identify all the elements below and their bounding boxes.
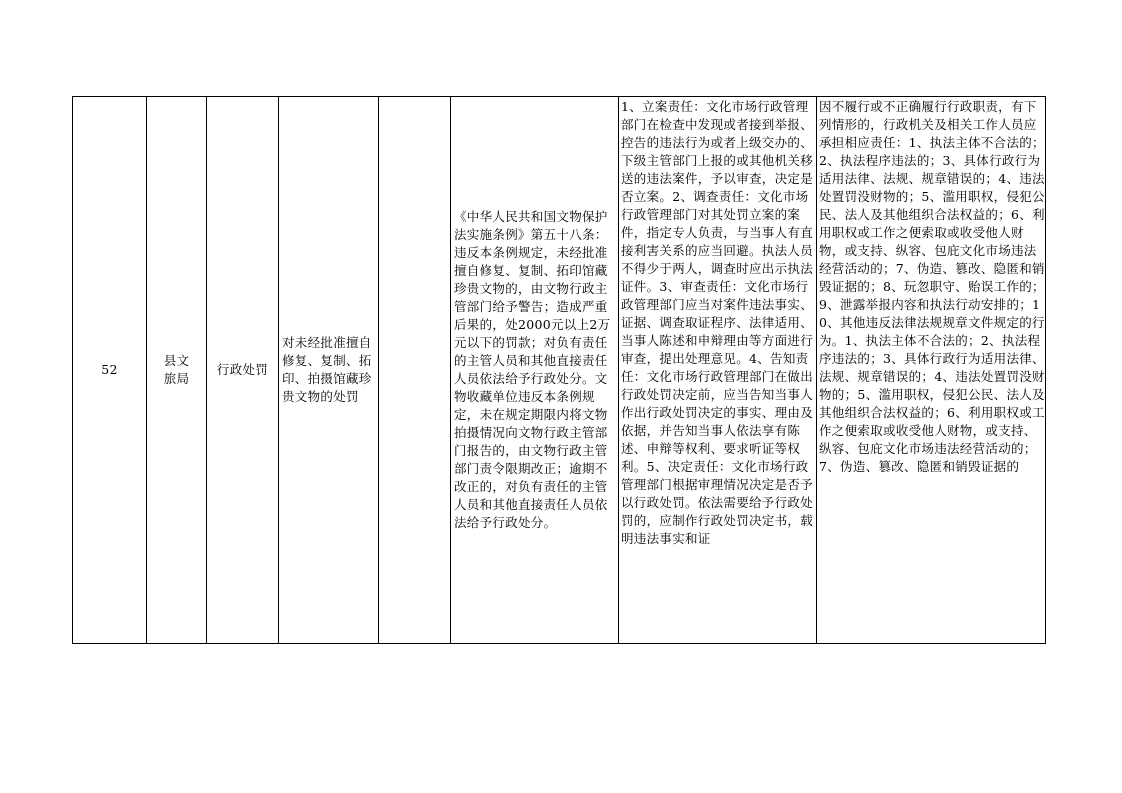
category-cell xyxy=(207,97,279,643)
sub-item-cell xyxy=(379,97,451,643)
item-name-cell xyxy=(279,97,379,643)
row-number: 52 xyxy=(101,362,118,377)
category-label: 行政处罚 xyxy=(216,362,269,377)
row-number-cell xyxy=(73,97,147,643)
item-name: 对未经批准擅自修复、复制、拓印、拍摄馆藏珍贵文物的处罚 xyxy=(282,335,372,404)
legal-basis-text: 《中华人民共和国文物保护法实施条例》第五十八条：违反本条例规定，未经批准擅自修复、复制、拓印馆藏珍贵文物的，由文物行政主管部门给予警告；造成严重后果的，处2000元以上2万元以下的罚款；对负有责任的主管人员和其他直接责任人员依法给予行政处分。文物收藏单位违反本条例规定，未在规定期限内将文物拍摄情况向文物行政主管部门报告的，由文物行政主管部门责令限期改正；逾期不改正的，对负有责任的主管人员和其他直接责任人员依法给予行政处分。 xyxy=(454,209,611,530)
responsibility-cell xyxy=(619,97,817,643)
department-name: 县文旅局 xyxy=(163,353,190,386)
accountability-cell xyxy=(817,97,1046,643)
accountability-text: 因不履行或不正确履行行政职责，有下列情形的，行政机关及相关工作人员应承担相应责任：1、执法主体不合法的；2、执法程序违法的；3、具体行政行为适用法律、法规、规章错误的；4、违法处置罚没财物的；5、滥用职权，侵犯公民、法人及其他组织合法权益的；6、利用职权或工作之便索取或收受他人财物，或支持、纵容、包庇文化市场违法经营活动的；7、伪造、篡改、隐匿和销毁证据的；8、玩忽职守、贻误工作的；9、泄露举报内容和执法行动安排的；10、其他违反法律法规规章文件规定的行为。1、执法主体不合法的；2、执法程序违法的；3、具体行政行为适用法律、法规、规章错误的；4、违法处置罚没财物的；5、滥用职权，侵犯公民、法人及其他组织合法权益的；6、利用职权或工作之便索取或收受他人财物，或支持、纵容、包庇文化市场违法经营活动的；7、伪造、篡改、隐匿和销毁证据的 xyxy=(819,99,1045,474)
legal-basis-cell xyxy=(451,97,619,643)
responsibility-text: 1、立案责任：文化市场行政管理部门在检查中发现或者接到举报、控告的违法行为或者上级交办的、下级主管部门上报的或其他机关移送的违法案件，予以审查，决定是否立案。2、调查责任：文化市场行政管理部门对其处罚立案的案件，指定专人负责，与当事人有直接利害关系的应当回避。执法人员不得少于两人，调查时应出示执法证件。3、审查责任：文化市场行政管理部门应当对案件违法事实、证据、调查取证程序、法律适用、当事人陈述和申辩理由等方面进行审查，提出处理意见。4、告知责任：文化市场行政管理部门在做出行政处罚决定前，应当告知当事人作出行政处罚决定的事实、理由及依据，并告知当事人依法享有陈述、申辩等权利、要求听证等权利。5、决定责任：文化市场行政管理部门根据审理情况决定是否予以行政处罚。依法需要给予行政处罚的，应制作行政处罚决定书，载明违法事实和证 xyxy=(621,99,814,546)
department-cell xyxy=(147,97,207,643)
power-list-table xyxy=(72,96,1046,644)
